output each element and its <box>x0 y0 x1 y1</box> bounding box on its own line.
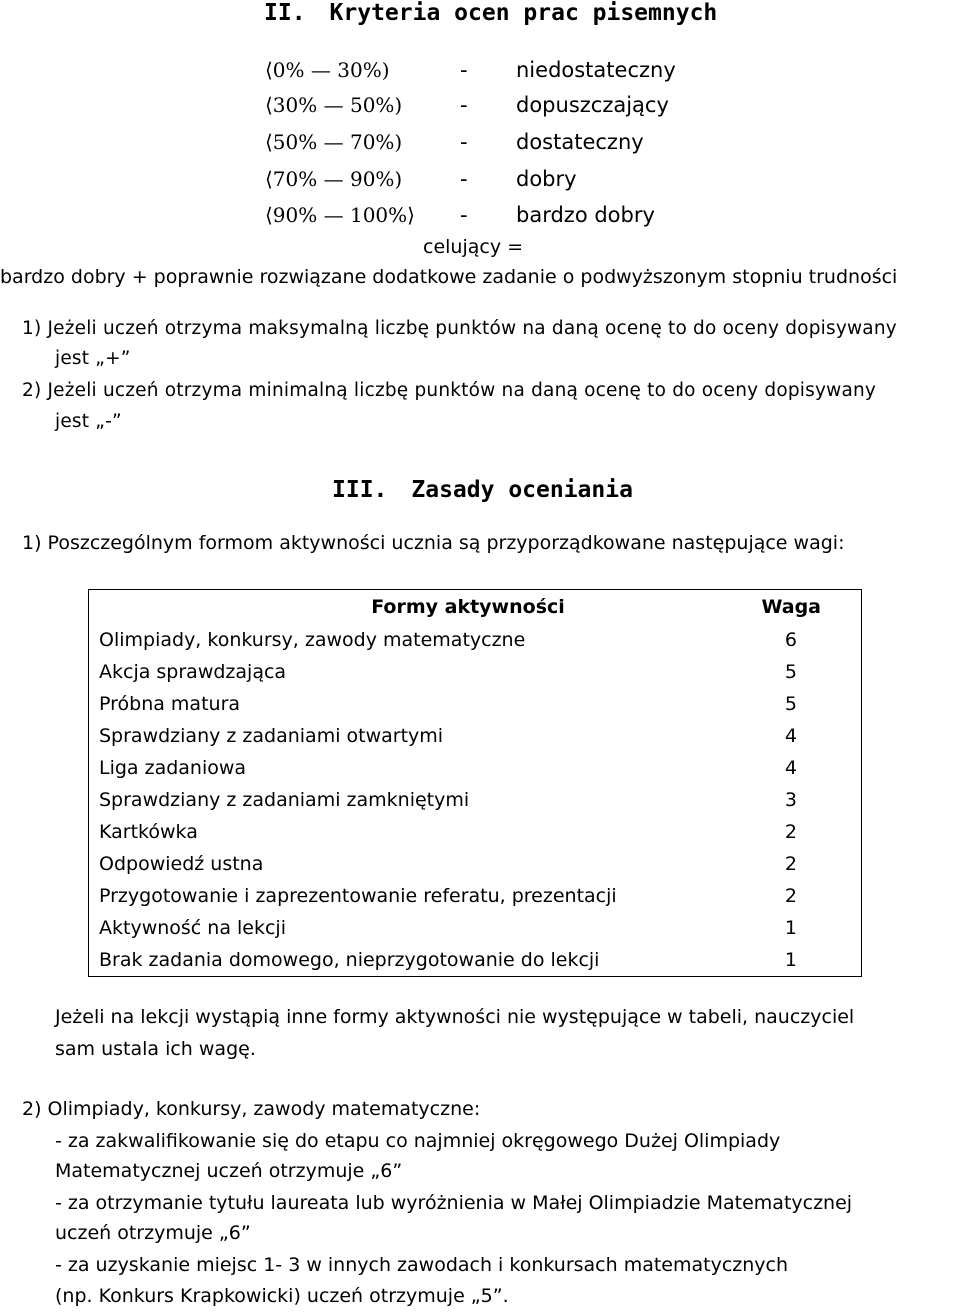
activity-weight: 4 <box>784 725 797 747</box>
activity-weight: 3 <box>784 789 797 811</box>
point2-line: uczeń otrzymuje „6” <box>55 1222 251 1244</box>
grade-name: dobry <box>516 167 577 191</box>
activity-weight: 5 <box>784 693 797 715</box>
activity-weight: 2 <box>784 885 797 907</box>
table-row <box>89 880 862 912</box>
table-row <box>89 784 862 816</box>
activity-form: Liga zadaniowa <box>99 757 247 779</box>
activity-form: Aktywność na lekcji <box>99 917 286 939</box>
grade-dash: - <box>460 93 468 117</box>
table-row <box>89 624 862 656</box>
table-row <box>89 688 862 720</box>
activity-form: Brak zadania domowego, nieprzygotowanie do lekcji <box>99 949 600 971</box>
grade-dash: - <box>460 130 468 154</box>
table-row <box>89 944 862 977</box>
point2-line: (np. Konkurs Krapkowicki) uczeń otrzymuje „5”. <box>55 1285 509 1307</box>
weights-table <box>88 589 862 977</box>
grade-dash: - <box>460 167 468 191</box>
grade-range: ⟨50% — 70%) <box>265 130 403 154</box>
activity-form: Olimpiady, konkursy, zawody matematyczne <box>99 629 526 651</box>
grade-row <box>0 167 960 195</box>
header-weight: Waga <box>761 596 821 618</box>
grade-row <box>0 203 960 231</box>
grade-range: ⟨0% — 30%) <box>265 58 390 82</box>
grade-name: dopuszczający <box>516 93 669 117</box>
activity-weight: 2 <box>784 853 797 875</box>
point2-line: - za zakwalifikowanie się do etapu co najmniej okręgowego Dużej Olimpiady <box>55 1130 781 1152</box>
grade-range: ⟨30% — 50%) <box>265 93 403 117</box>
section-3-title: Zasady oceniania <box>411 477 633 503</box>
section-2-heading <box>264 0 717 26</box>
activity-form: Odpowiedź ustna <box>99 853 264 875</box>
grade-name: dostateczny <box>516 130 644 154</box>
celujacy-definition: bardzo dobry + poprawnie rozwiązane dodatkowe zadanie o podwyższonym stopniu trudności <box>0 266 898 288</box>
table-row <box>89 656 862 688</box>
grade-name: niedostateczny <box>516 58 676 82</box>
activity-form: Przygotowanie i zaprezentowanie referatu, prezentacji <box>99 885 617 907</box>
point2-line: - za uzyskanie miejsc 1- 3 w innych zawodach i konkursach matematycznych <box>55 1254 789 1276</box>
note-line1: Jeżeli na lekcji wystąpią inne formy aktywności nie występujące w tabeli, nauczyciel <box>55 1006 855 1028</box>
grade-row <box>0 130 960 158</box>
point2-line: Matematycznej uczeń otrzymuje „6” <box>55 1160 403 1182</box>
grade-range: ⟨90% — 100%⟩ <box>265 203 415 227</box>
rule-plus-line1: 1) Jeżeli uczeń otrzyma maksymalną liczbę punktów na daną ocenę to do oceny dopisywany <box>22 318 897 339</box>
grade-row <box>0 93 960 121</box>
table-row <box>89 912 862 944</box>
activity-form: Kartkówka <box>99 821 198 843</box>
header-form: Formy aktywności <box>371 596 565 618</box>
weights-table-body <box>89 624 862 977</box>
activity-form: Próbna matura <box>99 693 241 715</box>
activity-weight: 6 <box>784 629 797 651</box>
activity-weight: 4 <box>784 757 797 779</box>
grade-dash: - <box>460 58 468 82</box>
section-2-number: II. <box>264 0 306 26</box>
grade-dash: - <box>460 203 468 227</box>
activity-weight: 5 <box>784 661 797 683</box>
section-2-title: Kryteria ocen prac pisemnych <box>329 0 718 26</box>
activity-weight: 1 <box>784 917 797 939</box>
point2-heading: 2) Olimpiady, konkursy, zawody matematyczne: <box>22 1098 481 1120</box>
table-row <box>89 720 862 752</box>
table-row <box>89 848 862 880</box>
grade-range: ⟨70% — 90%) <box>265 167 403 191</box>
section-3-heading <box>332 477 633 503</box>
weights-intro: 1) Poszczególnym formom aktywności ucznia są przyporządkowane następujące wagi: <box>22 532 845 554</box>
table-header-row <box>89 590 862 625</box>
rule-minus-line1: 2) Jeżeli uczeń otrzyma minimalną liczbę punktów na daną ocenę to do oceny dopisywany <box>22 380 877 401</box>
activity-weight: 2 <box>784 821 797 843</box>
table-row <box>89 752 862 784</box>
activity-form: Sprawdziany z zadaniami zamkniętymi <box>99 789 470 811</box>
note-line2: sam ustala ich wagę. <box>55 1038 256 1060</box>
activity-form: Sprawdziany z zadaniami otwartymi <box>99 725 444 747</box>
point2-line: - za otrzymanie tytułu laureata lub wyróżnienia w Małej Olimpiadzie Matematycznej <box>55 1192 853 1214</box>
table-row <box>89 816 862 848</box>
activity-form: Akcja sprawdzająca <box>99 661 287 683</box>
grade-row <box>0 58 960 86</box>
rule-minus-line2: jest „-” <box>55 411 122 432</box>
rule-plus-line2: jest „+” <box>55 348 131 369</box>
celujacy-label: celujący = <box>423 236 524 258</box>
section-3-number: III. <box>332 477 388 503</box>
grade-name: bardzo dobry <box>516 203 655 227</box>
activity-weight: 1 <box>784 949 797 971</box>
